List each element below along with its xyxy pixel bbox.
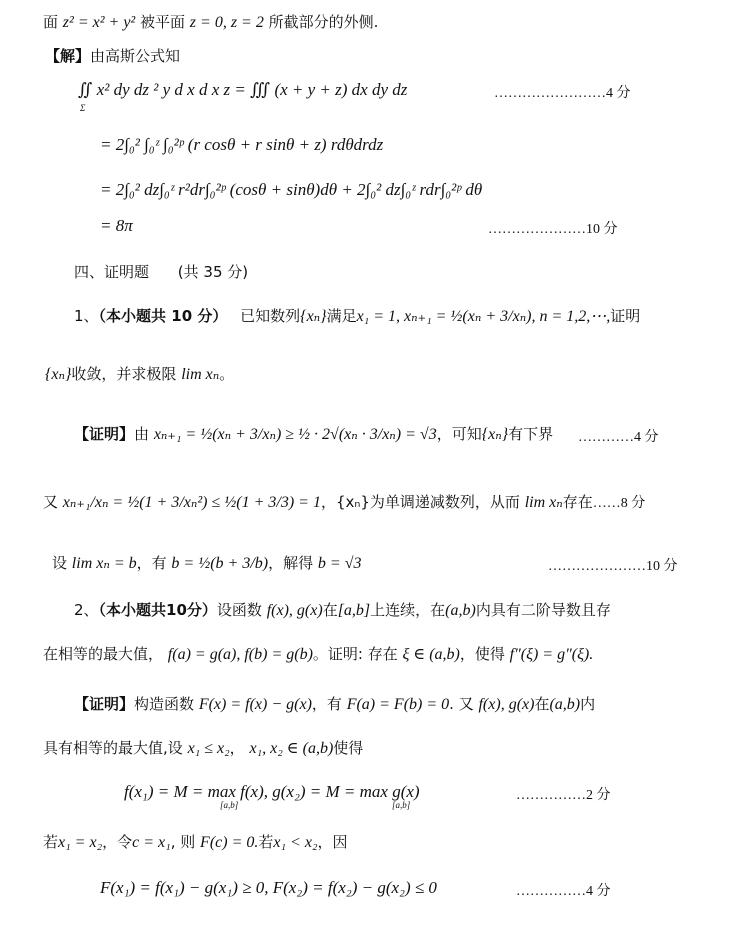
- q2-proof-a-eq: F(x) = f(x) − g(x): [198, 696, 312, 713]
- solution-eq3: = 2∫₀² dz∫₀ᶻ r²dr∫₀²ᵖ (cosθ + sinθ)dθ + 2∫₀² dz∫₀ᶻ rdr∫₀²ᵖ dθ: [100, 180, 483, 199]
- q1-proof-c-ans: b = √3: [317, 555, 362, 572]
- q1-proof-c-eq: b = ½(b + 3/b): [171, 555, 269, 572]
- q2-proof-b-line: [43, 738, 363, 759]
- q1-cond-word: 满足: [326, 307, 357, 325]
- q1-proof-c-lim: lim xₙ = b: [71, 555, 137, 572]
- q1-line2-seq: {xₙ}: [45, 366, 72, 383]
- q2-statement-line: [74, 600, 611, 621]
- q1-proof-c-lead: 设: [52, 554, 68, 572]
- q2-case-b: ，令: [102, 833, 133, 851]
- q2-proof-a-line: [74, 694, 595, 715]
- q1-proof-b-mid: ，{xₙ}为单调递减数列，从而: [320, 493, 520, 511]
- q1-proof-c-mid: ，有: [136, 554, 167, 572]
- q2-case-d: 若: [258, 833, 274, 851]
- section4-heading: 四、证明题: [74, 263, 150, 281]
- q1-cond: x₁ = 1, xₙ₊₁ = ½(xₙ + 3/xₙ), n = 1,2,⋯,: [356, 308, 611, 325]
- q1-proof-a-score: …………4 分: [578, 430, 659, 445]
- q2-proof-a: 构造函数: [134, 695, 195, 713]
- q2-line2-c: ，使得: [459, 645, 505, 663]
- q1-line2-end: 。: [219, 365, 235, 383]
- q1-proof-b-score: ……8 分: [592, 496, 646, 511]
- q2-case-c: , 则: [170, 833, 196, 851]
- q2-proof-tag: 【证明】: [74, 695, 135, 713]
- q2-case-e: ，因: [317, 833, 348, 851]
- q1-line2-text: 收敛，并求极限: [71, 365, 177, 383]
- q2-in: 在: [322, 601, 338, 619]
- q2-line2: [43, 644, 593, 665]
- q2-proof-b-sep: ，: [229, 739, 245, 757]
- q2-case-a: 若: [43, 833, 59, 851]
- surface-lead: 面: [43, 13, 59, 31]
- q1-proof-tag: 【证明】: [74, 425, 135, 443]
- q1-tag: （本小题共 10 分）: [98, 307, 228, 325]
- surface-mid: 被平面: [140, 13, 186, 31]
- q2-line2-eq: f(a) = g(a), f(b) = g(b): [167, 646, 313, 663]
- q1-proof-a-end: 有下界: [508, 425, 554, 443]
- q2-number: 2、: [74, 601, 99, 619]
- q2-max-sub-1: [a,b]: [220, 800, 239, 810]
- q2-tail1: 内具有二阶导数且存: [475, 601, 611, 619]
- solution-eq4: = 8π: [100, 216, 133, 235]
- q2-cont: 上连续，在: [370, 601, 446, 619]
- section4-points: (共 35 分): [177, 263, 249, 281]
- surface-line: [43, 12, 378, 33]
- q2-line2-b: 。证明: 存在: [312, 645, 398, 663]
- q2-case-d-eq: F(c) = 0.: [200, 834, 259, 851]
- q1-proof-a-line: [74, 424, 553, 445]
- q2-proof-a-eq2: F(a) = F(b) = 0: [346, 696, 450, 713]
- surface-formula: z² = x² + y²: [62, 14, 136, 31]
- q2-funcs: f(x), g(x): [266, 602, 323, 619]
- q2-tag: （本小题共10分）: [98, 601, 217, 619]
- q2-line2-a: 在相等的最大值，: [43, 645, 164, 663]
- q2-proof-b-eq: x₁ ≤ x₂: [187, 740, 230, 757]
- q2-proof-b-a: 具有相等的最大值,设: [43, 739, 183, 757]
- q1-line2-lim: lim xₙ: [181, 366, 220, 383]
- q2-proof-a-funcs: f(x), g(x): [478, 696, 535, 713]
- q1-proof-a: 由: [134, 425, 150, 443]
- q2-line2-goal: f″(ξ) = g″(ξ).: [509, 646, 594, 663]
- solution-intro: 由高斯公式知: [90, 47, 181, 65]
- q1-proof-c-tail: ，解得: [268, 554, 314, 572]
- solution-eq4-score: …………………10 分: [488, 222, 618, 237]
- q2-case-line: [43, 832, 348, 853]
- q1-statement: 已知数列: [240, 307, 301, 325]
- q1-proof-b-eq: xₙ₊₁/xₙ = ½(1 + 3/xₙ²) ≤ ½(1 + 3/3) = 1: [62, 494, 321, 511]
- q1-number: 1、: [74, 307, 99, 325]
- q2-case-c-eq: c = x₁: [132, 834, 171, 851]
- q1-statement-line: [74, 306, 640, 327]
- q2-intro: 设函数: [216, 601, 262, 619]
- q2-last-score: ……………4 分: [516, 884, 611, 899]
- q1-proof-a-seq: {xₙ}: [481, 426, 509, 443]
- q2-max-eq: f(x₁) = M = max f(x), g(x₂) = M = max g(x): [124, 782, 420, 801]
- q1-prove: 证明: [610, 307, 641, 325]
- q2-line2-xi: ξ ∈ (a,b): [402, 646, 460, 663]
- q2-proof-a-b: ，有: [311, 695, 342, 713]
- q2-proof-a-e: 内: [580, 695, 596, 713]
- q1-proof-c-line: [52, 553, 362, 574]
- q1-line2: [45, 364, 234, 385]
- q1-proof-b-lim: lim xₙ: [524, 494, 563, 511]
- surface-planes: z = 0, z = 2: [189, 14, 264, 31]
- q2-proof-b-eq2: x₁, x₂ ∈ (a,b): [249, 740, 334, 757]
- solution-eq2: = 2∫₀² ∫₀ᶻ ∫₀²ᵖ (r cosθ + r sinθ + z) rdθdrdz: [100, 135, 384, 154]
- q2-proof-b-end: 使得: [333, 739, 364, 757]
- q2-open: (a,b): [445, 602, 476, 619]
- q1-proof-b-line: [43, 492, 645, 514]
- q2-case-eq: x₁ = x₂: [58, 834, 103, 851]
- q2-case-e-eq: x₁ < x₂: [273, 834, 318, 851]
- q1-proof-a-tail: ，可知: [436, 425, 482, 443]
- q2-max-score: ……………2 分: [516, 788, 611, 803]
- solution-tag: 【解】: [45, 47, 91, 65]
- solution-intro-line: [45, 46, 180, 66]
- solution-eq1-sub: Σ: [80, 103, 86, 113]
- q1-proof-b-end: 存在: [562, 493, 593, 511]
- solution-eq1: ∬ x² dy dz ² y d x d x z = ∭ (x + y + z) dx dy dz: [78, 80, 408, 99]
- q2-interval: [a,b]: [337, 602, 371, 619]
- q2-proof-a-open: (a,b): [549, 696, 581, 713]
- q1-proof-c-score: …………………10 分: [548, 559, 678, 574]
- solution-eq1-score: ……………………4 分: [494, 86, 631, 101]
- q1-seq: {xₙ}: [300, 308, 327, 325]
- q2-proof-a-c: . 又: [449, 695, 474, 713]
- surface-tail: 所截部分的外侧.: [268, 13, 379, 31]
- q2-max-sub-2: [a,b]: [392, 800, 411, 810]
- q1-proof-a-eq: xₙ₊₁ = ½(xₙ + 3/xₙ) ≥ ½ · 2√(xₙ · 3/xₙ) = √3: [153, 426, 437, 443]
- q2-proof-a-d: 在: [534, 695, 550, 713]
- q2-last-eq: F(x₁) = f(x₁) − g(x₁) ≥ 0, F(x₂) = f(x₂) − g(x₂) ≤ 0: [100, 878, 437, 897]
- q1-proof-b-lead: 又: [43, 493, 59, 511]
- section4-heading-line: [74, 262, 248, 282]
